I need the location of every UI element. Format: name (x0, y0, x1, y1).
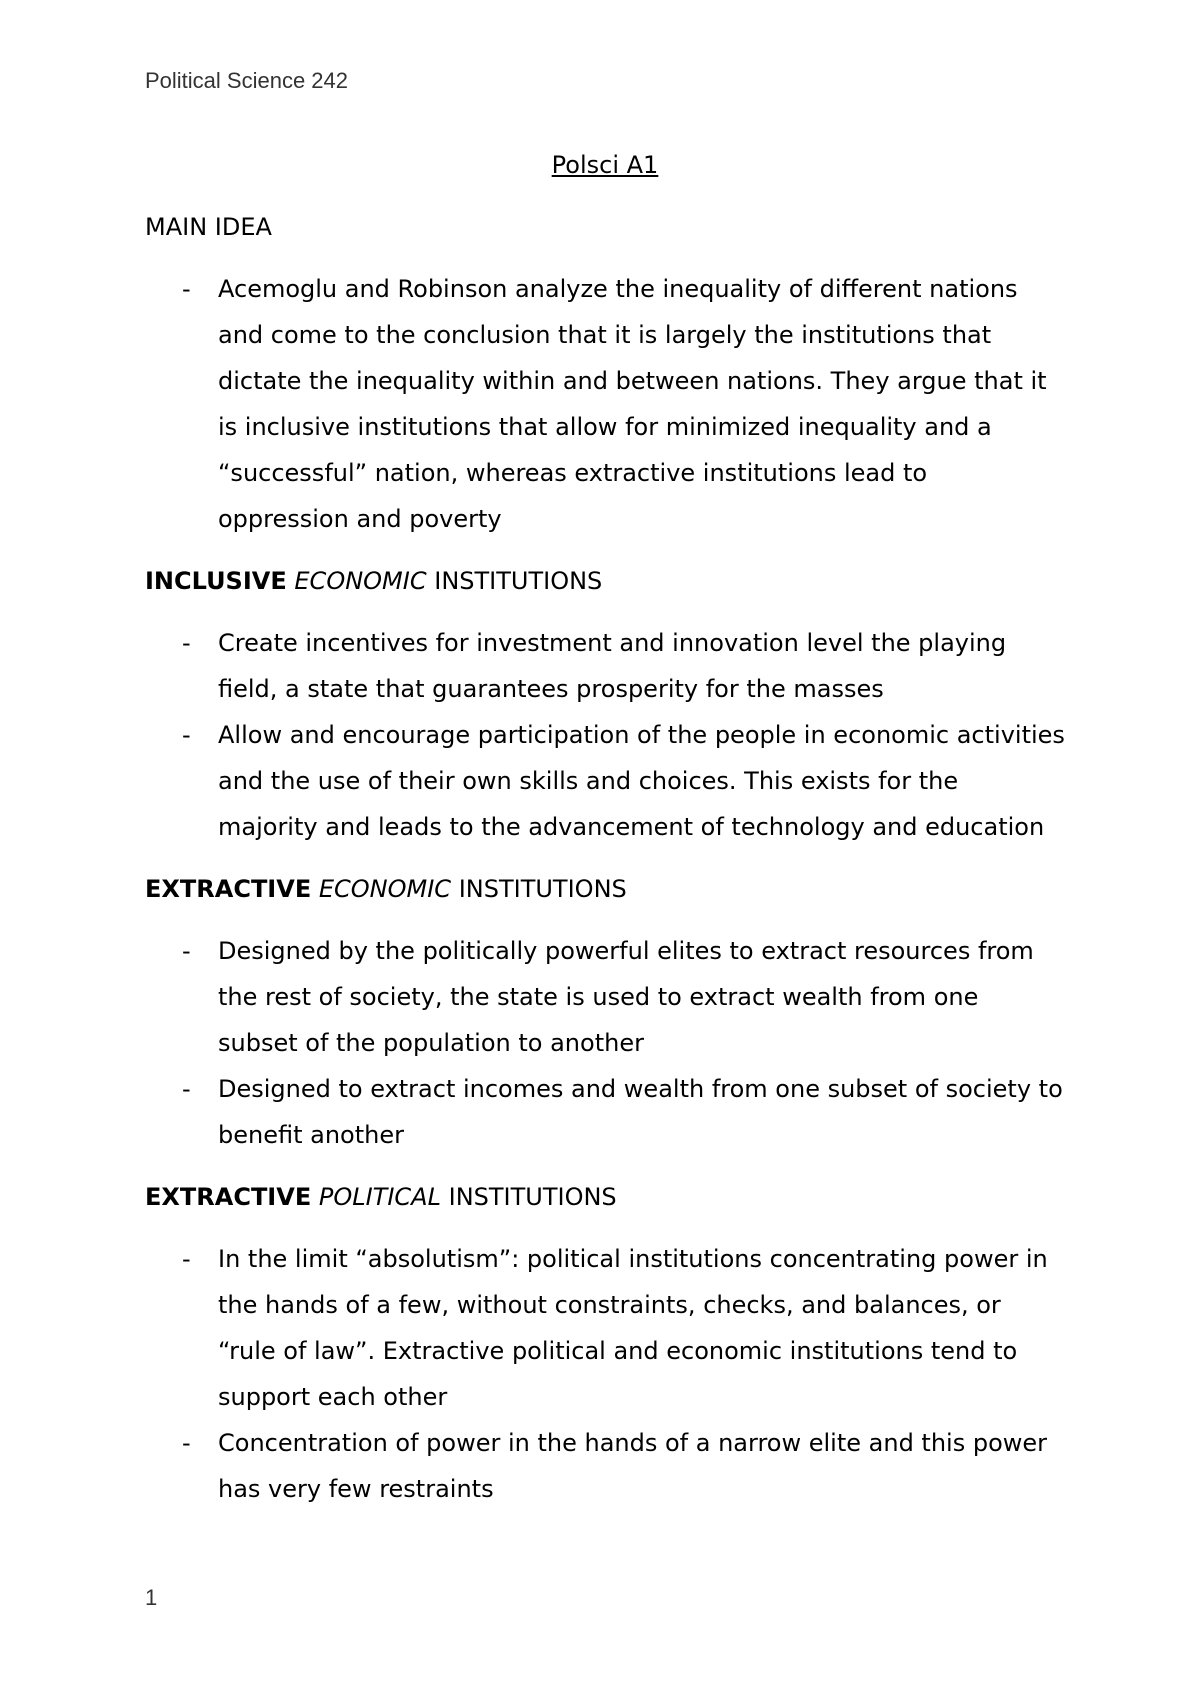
page-header-course: Political Science 242 (145, 68, 349, 93)
heading-bold-part: EXTRACTIVE (145, 875, 312, 903)
list-item (145, 620, 1065, 712)
page-number: 1 (145, 1585, 158, 1610)
list-item (145, 712, 1065, 850)
section-heading-extractive-economic (145, 866, 1065, 912)
list-item-text: Allow and encourage participation of the people in economic activities and the use of their own skills and choices. This exists for the majority and leads to the advancement of technology and education (218, 721, 1065, 841)
list-item-text: Create incentives for investment and innovation level the playing field, a state that guarantees prosperity for the masses (218, 629, 1007, 703)
heading-rest-part: INSTITUTIONS (434, 567, 603, 595)
list-item (145, 928, 1065, 1066)
inclusive-economic-list (145, 620, 1065, 850)
document-title: Polsci A1 (551, 151, 659, 179)
heading-bold-part: EXTRACTIVE (145, 1183, 312, 1211)
heading-italic-part: POLITICAL (318, 1183, 441, 1211)
section-heading-inclusive-economic (145, 558, 1065, 604)
main-idea-list (145, 266, 1065, 542)
list-item-text: Designed to extract incomes and wealth from one subset of society to benefit another (218, 1075, 1063, 1149)
bullet-dash: - (182, 1429, 191, 1457)
section-heading-text: MAIN IDEA (145, 213, 272, 241)
list-item-text: In the limit “absolutism”: political institutions concentrating power in the hands of a few, without constraints, checks, and balances, or “rule of law”. Extractive political and economic institutions tend to support each other (218, 1245, 1048, 1411)
list-item (145, 1236, 1065, 1420)
extractive-economic-list (145, 928, 1065, 1158)
bullet-dash: - (182, 275, 191, 303)
list-item-text: Concentration of power in the hands of a narrow elite and this power has very few restraints (218, 1429, 1048, 1503)
bullet-dash: - (182, 937, 191, 965)
bullet-dash: - (182, 629, 191, 657)
bullet-dash: - (182, 1245, 191, 1273)
list-item (145, 266, 1065, 542)
list-item-text: Designed by the politically powerful elites to extract resources from the rest of society, the state is used to extract wealth from one subset of the population to another (218, 937, 1034, 1057)
bullet-dash: - (182, 721, 191, 749)
list-item (145, 1066, 1065, 1158)
section-heading-extractive-political (145, 1174, 1065, 1220)
heading-rest-part: INSTITUTIONS (458, 875, 627, 903)
list-item (145, 1420, 1065, 1512)
section-heading-main-idea (145, 204, 1065, 250)
heading-italic-part: ECONOMIC (294, 567, 427, 595)
heading-rest-part: INSTITUTIONS (448, 1183, 617, 1211)
document-body (145, 142, 1065, 1528)
list-item-text: Acemoglu and Robinson analyze the inequality of different nations and come to the conclusion that it is largely the institutions that dictate the inequality within and between nations. They argue that it is inclusive institutions that allow for minimized inequality and a “successful” nation, whereas extractive institutions lead to oppression and poverty (218, 275, 1047, 533)
extractive-political-list (145, 1236, 1065, 1512)
bullet-dash: - (182, 1075, 191, 1103)
heading-bold-part: INCLUSIVE (145, 567, 287, 595)
heading-italic-part: ECONOMIC (318, 875, 452, 903)
